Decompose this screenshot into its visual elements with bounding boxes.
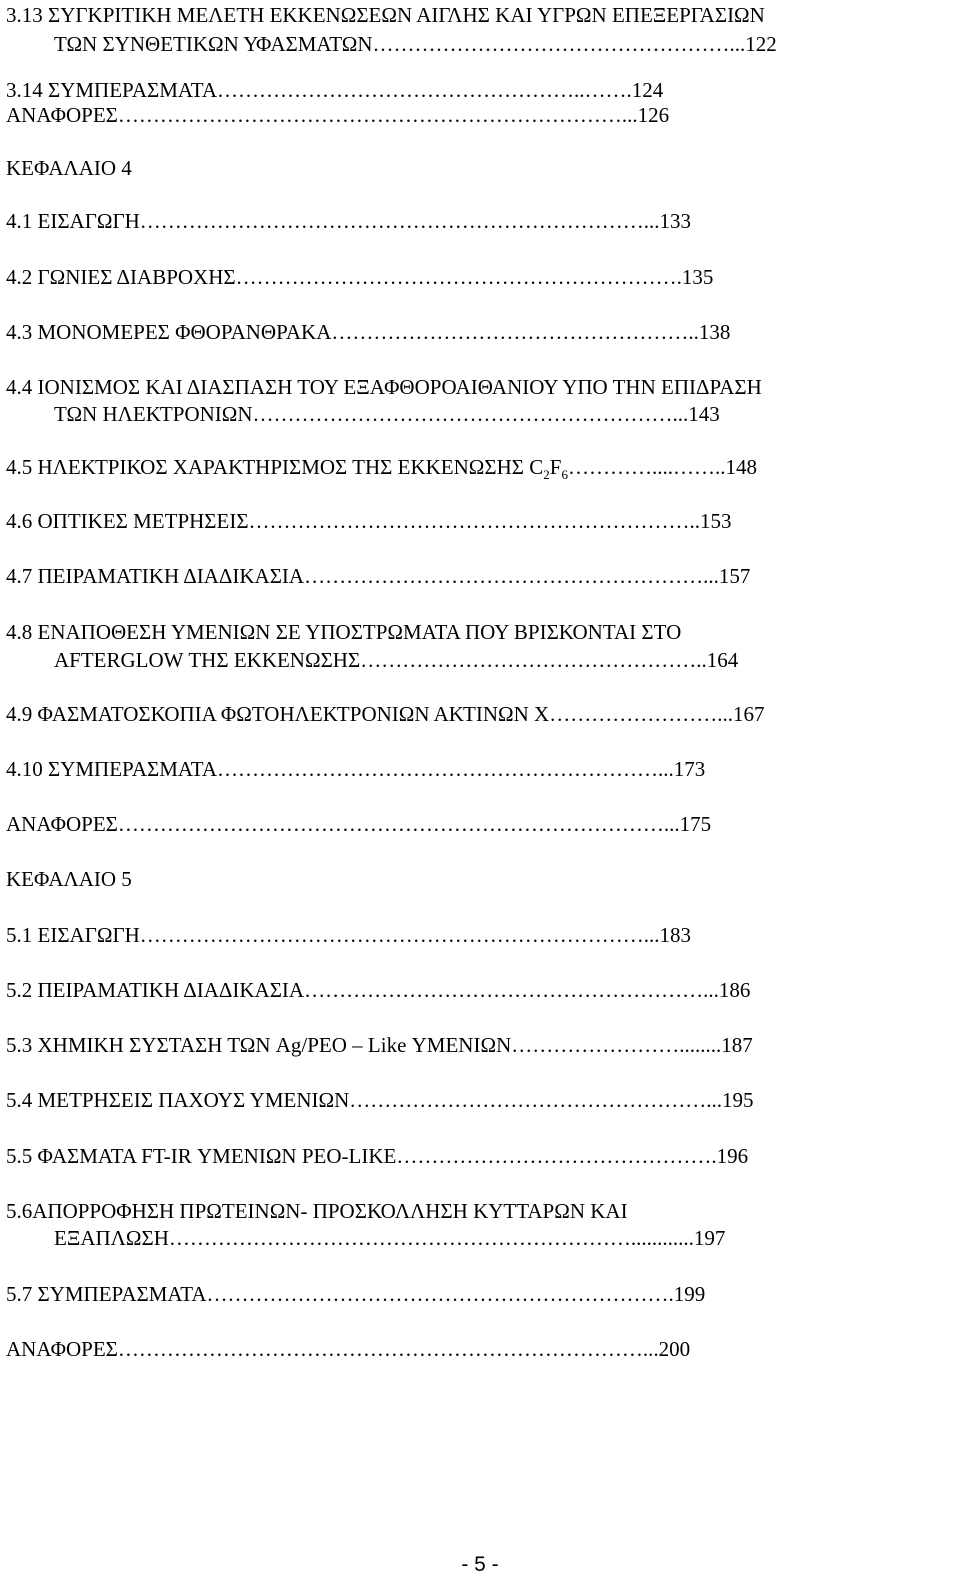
chapter-5-heading: ΚΕΦΑΛΑΙΟ 5	[6, 867, 132, 891]
toc-entry-4-4-line1: 4.4 ΙΟΝΙΣΜΟΣ ΚΑΙ ΔΙΑΣΠΑΣΗ ΤΟΥ ΕΞΑΦΘΟΡΟΑΙΘΑΝΙΟΥ ΥΠΟ ΤΗΝ ΕΠΙΔΡΑΣΗ	[6, 375, 762, 399]
toc-entry-references-ch5: ΑΝΑΦΟΡΕΣ…………………………………………………………………...200	[6, 1337, 691, 1361]
toc-entry-4-7: 4.7 ΠΕΙΡΑΜΑΤΙΚΗ ΔΙΑΔΙΚΑΣΙΑ…………………………………………………...157	[6, 564, 751, 588]
toc-entry-4-9: 4.9 ΦΑΣΜΑΤΟΣΚΟΠΙΑ ΦΩΤΟΗΛΕΚΤΡΟΝΙΩΝ ΑΚΤΙΝΩΝ Χ……………………...167	[6, 702, 765, 726]
toc-entry-3-13-line2: ΤΩΝ ΣΥΝΘΕΤΙΚΩΝ ΥΦΑΣΜΑΤΩΝ……………………………………………...122	[54, 32, 777, 56]
toc-entry-4-5-prefix: 4.5 ΗΛΕΚΤΡΙΚΟΣ ΧΑΡΑΚΤΗΡΙΣΜΟΣ ΤΗΣ ΕΚΚΕΝΩΣΗΣ C	[6, 455, 544, 479]
toc-entry-5-3: 5.3 ΧΗΜΙΚΗ ΣΥΣΤΑΣΗ ΤΩΝ Ag/PEO – Like ΥΜΕΝΙΩΝ……………………........187	[6, 1033, 753, 1057]
toc-entry-5-2: 5.2 ΠΕΙΡΑΜΑΤΙΚΗ ΔΙΑΔΙΚΑΣΙΑ…………………………………………………...186	[6, 978, 751, 1002]
toc-entry-5-5: 5.5 ΦΑΣΜΑΤΑ FT-IR ΥΜΕΝΙΩΝ PEO-LIKE……………………………………….196	[6, 1144, 749, 1168]
toc-entry-4-8-line1: 4.8 ΕΝΑΠΟΘΕΣΗ ΥΜΕΝΙΩΝ ΣΕ ΥΠΟΣΤΡΩΜΑΤΑ ΠΟΥ ΒΡΙΣΚΟΝΤΑΙ ΣΤΟ	[6, 620, 682, 644]
toc-entry-3-14: 3.14 ΣΥΜΠΕΡΑΣΜΑΤΑ……………………………………………..…….124	[6, 78, 664, 102]
toc-entry-5-4: 5.4 ΜΕΤΡΗΣΕΙΣ ΠΑΧΟΥΣ ΥΜΕΝΙΩΝ……………………………………………...195	[6, 1088, 754, 1112]
toc-entry-references-ch4: ΑΝΑΦΟΡΕΣ……………………………………………………………………...175	[6, 812, 712, 836]
toc-entry-4-10: 4.10 ΣΥΜΠΕΡΑΣΜΑΤΑ………………………………………………………...173	[6, 757, 706, 781]
toc-entry-4-3: 4.3 ΜΟΝΟΜΕΡΕΣ ΦΘΟΡΑΝΘΡΑΚΑ……………………………………………..138	[6, 320, 731, 344]
toc-entry-4-2: 4.2 ΓΩΝΙΕΣ ΔΙΑΒΡΟΧΗΣ……………………………………………………….135	[6, 265, 714, 289]
chapter-4-heading: ΚΕΦΑΛΑΙΟ 4	[6, 156, 132, 180]
toc-entry-5-7: 5.7 ΣΥΜΠΕΡΑΣΜΑΤΑ………………………………………………………….199	[6, 1282, 706, 1306]
toc-entry-5-1: 5.1 ΕΙΣΑΓΩΓΗ………………………………………………………………...183	[6, 923, 692, 947]
toc-entry-4-1: 4.1 ΕΙΣΑΓΩΓΗ………………………………………………………………...133	[6, 209, 692, 233]
toc-entry-5-6-line2: ΕΞΑΠΛΩΣΗ…………………………………………………………............197	[54, 1226, 726, 1250]
page-number: - 5 -	[461, 1553, 499, 1576]
subscript-2: 2	[543, 467, 550, 483]
toc-entry-references-ch3: ΑΝΑΦΟΡΕΣ………………………………………………………………...126	[6, 103, 670, 127]
toc-entry-4-6: 4.6 ΟΠΤΙΚΕΣ ΜΕΤΡΗΣΕΙΣ………………………………………………………..153	[6, 509, 732, 533]
toc-entry-4-8-line2: AFTERGLOW ΤΗΣ ΕΚΚΕΝΩΣΗΣ…………………………………………..164	[54, 648, 739, 672]
toc-entry-4-5-suffix: …………....……..148	[567, 455, 757, 479]
subscript-6: 6	[561, 467, 568, 483]
toc-entry-4-5	[6, 454, 958, 488]
toc-entry-4-5-f: F	[549, 455, 562, 479]
toc-entry-5-6-line1: 5.6ΑΠΟΡΡΟΦΗΣΗ ΠΡΩΤΕΙΝΩΝ- ΠΡΟΣΚΟΛΛΗΣΗ ΚΥΤΤΑΡΩΝ ΚΑΙ	[6, 1199, 628, 1223]
toc-entry-3-13-line1: 3.13 ΣΥΓΚΡΙΤΙΚΗ ΜΕΛΕΤΗ ΕΚΚΕΝΩΣΕΩΝ ΑΙΓΛΗΣ ΚΑΙ ΥΓΡΩΝ ΕΠΕΞΕΡΓΑΣΙΩΝ	[6, 3, 765, 27]
toc-entry-4-4-line2: ΤΩΝ ΗΛΕΚΤΡΟΝΙΩΝ……………………………………………………...143	[54, 402, 720, 426]
